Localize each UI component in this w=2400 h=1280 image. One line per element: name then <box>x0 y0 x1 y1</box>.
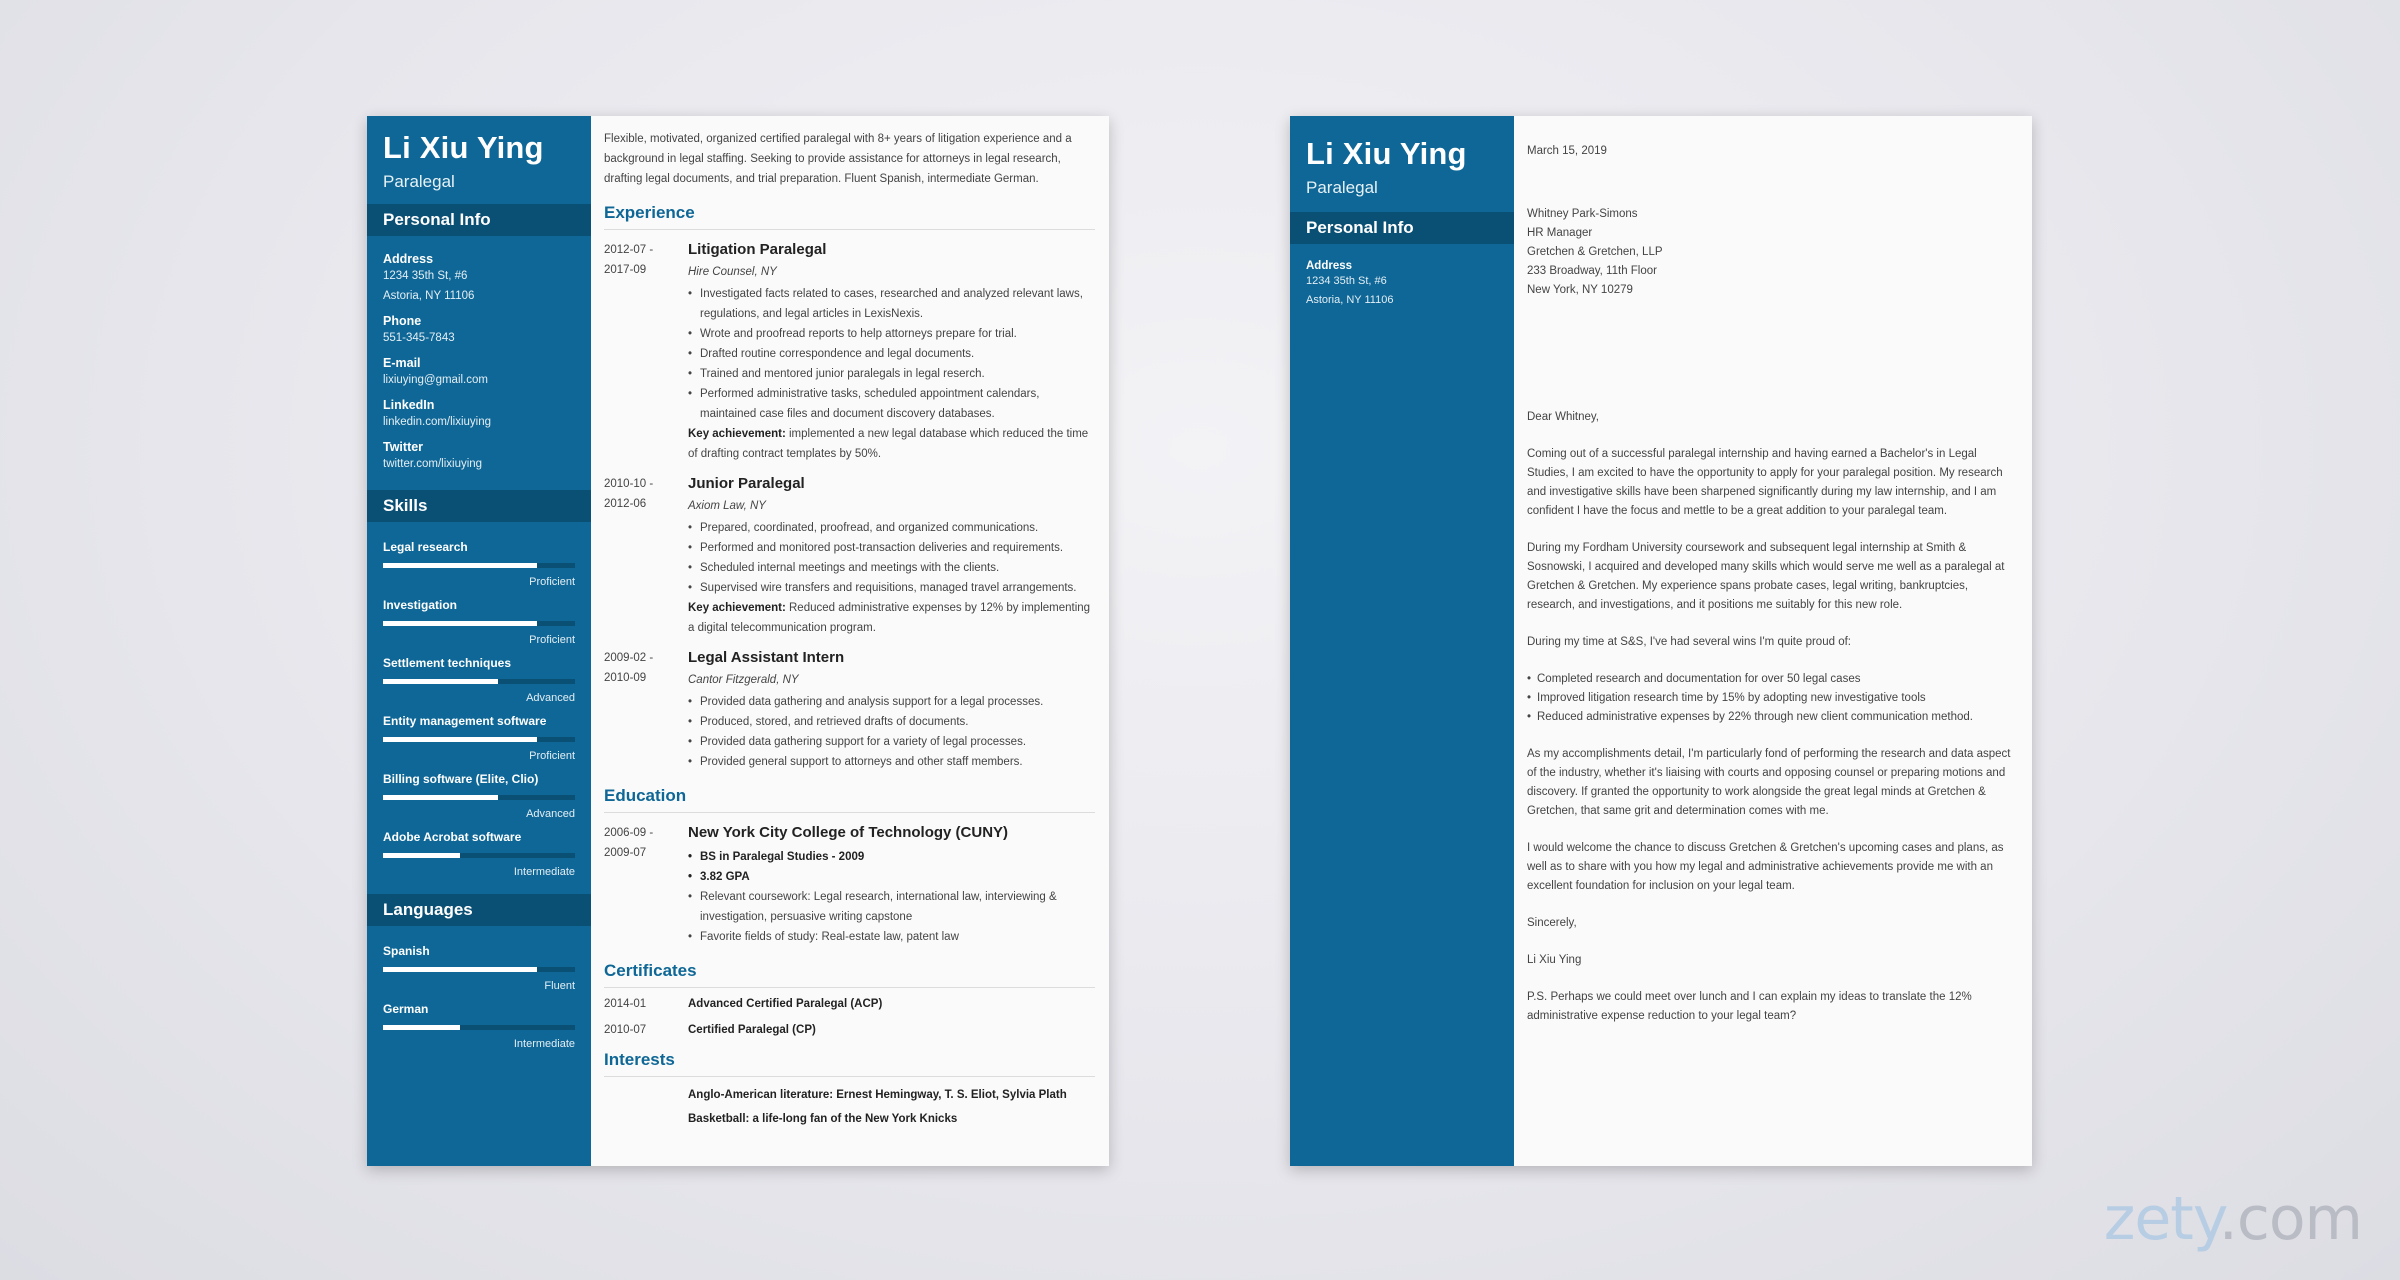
education-details <box>688 847 1095 947</box>
letter-recipient <box>1527 205 2018 300</box>
info-item <box>383 356 575 390</box>
experience-list <box>604 240 1095 772</box>
job-bullet: • Investigated facts related to cases, researched and analyzed relevant laws, regulations, and legal articles in LexisNexis. <box>688 284 1095 324</box>
skill-bar <box>383 737 575 742</box>
job-bullet: • Scheduled internal meetings and meetings with the clients. <box>688 558 1095 578</box>
key-achievement <box>688 424 1095 464</box>
skill-level: Proficient <box>529 634 575 646</box>
date-end: 2012-06 <box>604 498 647 510</box>
job-bullets <box>688 284 1095 424</box>
skill-bar-fill <box>383 621 537 626</box>
letter-paragraph: As my accomplishments detail, I'm particularly fond of performing the research and data aspect of the industry, whether it's liaising with courts and opposing counsel or preparing motions and discovery. If granted the opportunity to work alongside the great legal minds at Gretchen & Gretchen, that same grit and determination comes with me. <box>1527 748 2011 817</box>
experience-entry <box>604 648 1095 772</box>
skill-level: Intermediate <box>513 1038 575 1050</box>
skill-bar <box>383 853 575 858</box>
education-dates <box>604 823 688 947</box>
education-entry <box>604 823 1095 947</box>
skill-name: Settlement techniques <box>383 656 512 670</box>
letter-name: Li Xiu Ying <box>1306 136 1467 171</box>
skill-item <box>383 656 575 704</box>
certificate-date: 2010-07 <box>604 1024 647 1036</box>
info-item <box>383 252 575 306</box>
resume-role: Paralegal <box>383 172 455 191</box>
date-start: 2012-07 - <box>604 244 654 256</box>
skill-level: Fluent <box>544 980 575 992</box>
skill-level: Proficient <box>529 750 575 762</box>
job-title: Junior Paralegal <box>688 475 805 492</box>
info-value: twitter.com/lixiuying <box>383 458 483 470</box>
experience-dates <box>604 240 688 464</box>
date-start: 2010-10 - <box>604 478 654 490</box>
education-body <box>688 823 1095 947</box>
experience-heading: Experience <box>604 203 1095 230</box>
recipient-line: Whitney Park-Simons <box>1527 208 1638 220</box>
skill-item <box>383 1002 575 1050</box>
letter-ps: P.S. Perhaps we could meet over lunch and I can explain my ideas to translate the 12% administrative expense reduction to your legal team? <box>1527 991 1972 1022</box>
info-item <box>383 440 575 474</box>
brand-name: zety <box>2103 1184 2219 1254</box>
date-end: 2009-07 <box>604 847 647 859</box>
recipient-line: New York, NY 10279 <box>1527 284 1633 296</box>
education-bullet: • Favorite fields of study: Real-estate law, patent law <box>688 927 1095 947</box>
skills-list <box>367 522 591 882</box>
skill-level: Advanced <box>526 692 575 704</box>
job-bullet: • Provided data gathering and analysis support for a legal processes. <box>688 692 1095 712</box>
info-label: Phone <box>383 314 422 328</box>
education-degree: • BS in Paralegal Studies - 2009 <box>688 847 1095 867</box>
job-title: Litigation Paralegal <box>688 241 827 258</box>
info-value: Astoria, NY 11106 <box>383 290 475 302</box>
info-value: 1234 35th St, #6 <box>1306 275 1387 287</box>
experience-body <box>688 474 1095 638</box>
letter-bullet: • Completed research and documentation for over 50 legal cases <box>1527 670 2018 689</box>
education-bullet: • Relevant coursework: Legal research, international law, interviewing & investigation, persuasive writing capstone <box>688 887 1095 927</box>
skill-bar <box>383 679 575 684</box>
job-bullet: • Performed administrative tasks, scheduled appointment calendars, maintained case files and document discovery databases. <box>688 384 1095 424</box>
experience-dates <box>604 474 688 638</box>
personal-info-section <box>367 236 591 478</box>
experience-body <box>688 648 1095 772</box>
interest-item: Anglo-American literature: Ernest Hemingway, T. S. Eliot, Sylvia Plath <box>688 1089 1067 1101</box>
resume-page <box>367 116 1109 1166</box>
experience-body <box>688 240 1095 464</box>
job-bullet: • Prepared, coordinated, proofread, and organized communications. <box>688 518 1095 538</box>
letter-bullet: • Reduced administrative expenses by 22% through new client communication method. <box>1527 708 2018 727</box>
info-value: linkedin.com/lixiuying <box>383 416 492 428</box>
certificate-name: Certified Paralegal (CP) <box>688 1024 816 1036</box>
recipient-line: HR Manager <box>1527 227 1593 239</box>
letter-role: Paralegal <box>1306 178 1378 197</box>
letter-paragraph: During my time at S&S, I've had several wins I'm quite proud of: <box>1527 636 1851 648</box>
letter-signature: Li Xiu Ying <box>1527 954 1582 966</box>
resume-main <box>604 116 1095 1166</box>
skills-heading: Skills <box>367 490 591 522</box>
job-bullet: • Produced, stored, and retrieved drafts of documents. <box>688 712 1095 732</box>
info-value: Astoria, NY 11106 <box>1306 294 1394 306</box>
resume-name: Li Xiu Ying <box>383 130 544 165</box>
key-achievement <box>688 598 1095 638</box>
job-bullet: • Wrote and proofread reports to help attorneys prepare for trial. <box>688 324 1095 344</box>
date-end: 2010-09 <box>604 672 647 684</box>
info-value: 551-345-7843 <box>383 332 455 344</box>
certificate-name: Advanced Certified Paralegal (ACP) <box>688 998 883 1010</box>
skill-bar-fill <box>383 795 498 800</box>
recipient-line: Gretchen & Gretchen, LLP <box>1527 246 1663 258</box>
info-value: lixiuying@gmail.com <box>383 374 488 386</box>
info-item <box>383 314 575 348</box>
letter-body <box>1527 116 2018 1166</box>
skill-bar-fill <box>383 967 537 972</box>
skill-bar-fill <box>383 563 537 568</box>
letter-salutation: Dear Whitney, <box>1527 411 1600 423</box>
skill-bar <box>383 563 575 568</box>
job-bullet: • Provided general support to attorneys and other staff members. <box>688 752 1095 772</box>
date-start: 2006-09 - <box>604 827 654 839</box>
languages-list <box>367 926 591 1054</box>
info-label: LinkedIn <box>383 398 435 412</box>
skill-name: Investigation <box>383 598 458 612</box>
certificate-item <box>604 998 1095 1010</box>
skill-level: Intermediate <box>513 866 575 878</box>
brand-domain: .com <box>2218 1184 2362 1254</box>
key-achievement-label: Key achievement: <box>688 602 786 614</box>
resume-summary: Flexible, motivated, organized certified paralegal with 8+ years of litigation experience and a background in legal staffing. Seeking to provide assistance for attorneys in legal research, drafting legal documents, and trial preparation. Fluent Spanish, intermediate German. <box>604 133 1072 185</box>
job-company: Hire Counsel, NY <box>688 266 777 278</box>
recipient-line: 233 Broadway, 11th Floor <box>1527 265 1657 277</box>
info-value: 1234 35th St, #6 <box>383 270 468 282</box>
certificate-date: 2014-01 <box>604 998 647 1010</box>
job-bullet: • Drafted routine correspondence and legal documents. <box>688 344 1095 364</box>
job-company: Cantor Fitzgerald, NY <box>688 674 799 686</box>
skill-name: Legal research <box>383 540 468 554</box>
letter-personal-info <box>1290 244 1514 314</box>
skill-name: Spanish <box>383 944 430 958</box>
job-title: Legal Assistant Intern <box>688 649 845 666</box>
skill-item <box>383 598 575 646</box>
skill-bar <box>383 967 575 972</box>
experience-entry <box>604 240 1095 464</box>
skill-item <box>383 830 575 878</box>
skill-bar-fill <box>383 679 498 684</box>
skill-item <box>383 540 575 588</box>
skill-item <box>383 944 575 992</box>
letter-date: March 15, 2019 <box>1527 145 1607 157</box>
date-end: 2017-09 <box>604 264 647 276</box>
job-bullets <box>688 692 1095 772</box>
info-label: E-mail <box>383 356 421 370</box>
skill-bar <box>383 621 575 626</box>
skill-bar-fill <box>383 1025 460 1030</box>
letter-bullet: • Improved litigation research time by 15% by adopting new investigative tools <box>1527 689 2018 708</box>
job-bullets <box>688 518 1095 598</box>
info-label: Address <box>383 252 434 266</box>
info-item <box>383 398 575 432</box>
certificate-item <box>604 1024 1095 1036</box>
education-heading: Education <box>604 786 1095 813</box>
brand-logo <box>2104 1184 2362 1254</box>
letter-closing: Sincerely, <box>1527 917 1577 929</box>
skill-name: German <box>383 1002 429 1016</box>
personal-info-heading: Personal Info <box>367 204 591 236</box>
skill-level: Advanced <box>526 808 575 820</box>
skill-item <box>383 772 575 820</box>
key-achievement-label: Key achievement: <box>688 428 786 440</box>
experience-entry <box>604 474 1095 638</box>
job-bullet: • Supervised wire transfers and requisitions, managed travel arrangements. <box>688 578 1095 598</box>
date-start: 2009-02 - <box>604 652 654 664</box>
resume-sidebar <box>367 116 591 1166</box>
letter-paragraph: I would welcome the chance to discuss Gretchen & Gretchen's upcoming cases and plans, as well as to share with you how my legal and administrative achievements provide me with an excellent foundation for inclusion on your legal team. <box>1527 842 2004 892</box>
skill-item <box>383 714 575 762</box>
skill-bar-fill <box>383 737 537 742</box>
key-achievement-text: Reduced administrative expenses by 12% by implementing a digital telecommunication program. <box>688 602 1091 634</box>
letter-sidebar <box>1290 116 1514 1166</box>
skill-name: Billing software (Elite, Clio) <box>383 772 539 786</box>
job-bullet: • Trained and mentored junior paralegals in legal reserch. <box>688 364 1095 384</box>
interests-heading: Interests <box>604 1050 1095 1077</box>
key-achievement-text: implemented a new legal database which reduced the time of drafting contract templates by 50%. <box>688 428 1089 460</box>
skill-bar <box>383 795 575 800</box>
certificates-heading: Certificates <box>604 961 1095 988</box>
skill-bar-fill <box>383 853 460 858</box>
letter-personal-info-heading: Personal Info <box>1290 212 1514 244</box>
skill-name: Adobe Acrobat software <box>383 830 522 844</box>
skill-bar <box>383 1025 575 1030</box>
skill-name: Entity management software <box>383 714 547 728</box>
education-school: New York City College of Technology (CUNY) <box>688 824 1009 841</box>
skill-level: Proficient <box>529 576 575 588</box>
letter-paragraph: Coming out of a successful paralegal internship and having earned a Bachelor's in Legal Studies, I am excited to have the opportunity to apply for your paralegal position. My research and investigative skills have been sharpened significantly during my law internship, and I am confident I have the focus and mettle to be a great addition to your paralegal team. <box>1527 448 2003 517</box>
interest-item: Basketball: a life-long fan of the New York Knicks <box>688 1113 958 1125</box>
info-label: Address <box>1306 260 1353 272</box>
education-gpa: • 3.82 GPA <box>688 867 1095 887</box>
languages-heading: Languages <box>367 894 591 926</box>
job-bullet: • Provided data gathering support for a variety of legal processes. <box>688 732 1095 752</box>
cover-letter-page <box>1290 116 2032 1166</box>
info-label: Twitter <box>383 440 424 454</box>
job-bullet: • Performed and monitored post-transaction deliveries and requirements. <box>688 538 1095 558</box>
job-company: Axiom Law, NY <box>688 500 766 512</box>
experience-dates <box>604 648 688 772</box>
letter-paragraph: During my Fordham University coursework and subsequent legal internship at Smith & Sosnowski, I acquired and developed many skills which would serve me well as a paralegal at Gretchen & Gretchen. My experience spans probate cases, legal writing, bankruptcies, research, and investigations, and it positions me suitably for this new role. <box>1527 542 2005 611</box>
letter-bullets <box>1527 670 2018 727</box>
